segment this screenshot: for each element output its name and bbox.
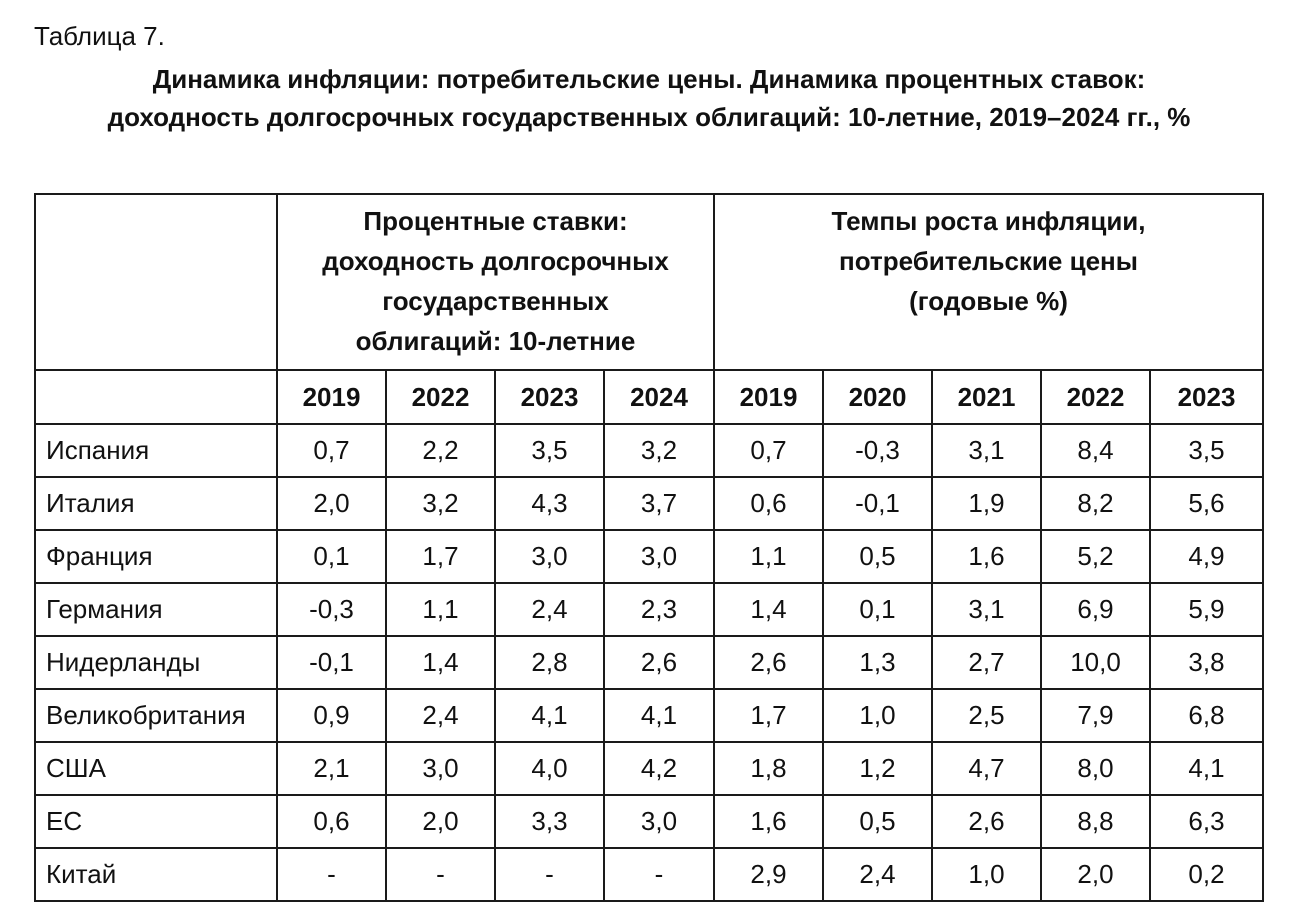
country-cell: Китай [35,848,277,901]
value-cell: 6,8 [1150,689,1263,742]
year-header-cell: 2022 [386,370,495,424]
year-header-cell: 2023 [495,370,604,424]
country-cell: Испания [35,424,277,477]
value-cell: 2,4 [386,689,495,742]
value-cell: -0,1 [277,636,386,689]
group1-line-4: облигаций: 10-летние [355,326,636,356]
value-cell: 2,7 [932,636,1041,689]
year-header-cell: 2022 [1041,370,1150,424]
value-cell: 3,8 [1150,636,1263,689]
group1-line-3: государственных [382,286,609,316]
value-cell: 3,0 [604,795,714,848]
country-cell: Германия [35,583,277,636]
value-cell: 4,7 [932,742,1041,795]
value-cell: -0,1 [823,477,932,530]
empty-corner-cell [35,194,277,370]
value-cell: 0,2 [1150,848,1263,901]
group-header-interest-rates [277,194,714,370]
group1-line-2: доходность долгосрочных [322,246,669,276]
value-cell: 10,0 [1041,636,1150,689]
value-cell: 0,7 [714,424,823,477]
group1-line-1: Процентные ставки: [363,206,628,236]
value-cell: 1,1 [386,583,495,636]
value-cell: - [386,848,495,901]
value-cell: 8,4 [1041,424,1150,477]
value-cell: 1,6 [714,795,823,848]
year-header-cell: 2019 [277,370,386,424]
value-cell: 2,1 [277,742,386,795]
country-cell: ЕС [35,795,277,848]
value-cell: 2,6 [932,795,1041,848]
value-cell: 6,9 [1041,583,1150,636]
value-cell: 3,7 [604,477,714,530]
value-cell: 1,7 [714,689,823,742]
group2-line-1: Темпы роста инфляции, [831,206,1146,236]
value-cell: 4,9 [1150,530,1263,583]
table-title [0,60,1298,136]
value-cell: 8,2 [1041,477,1150,530]
value-cell: 1,3 [823,636,932,689]
year-header-cell: 2020 [823,370,932,424]
value-cell: 3,0 [386,742,495,795]
year-header-cell: 2023 [1150,370,1263,424]
value-cell: 4,1 [495,689,604,742]
value-cell: 0,6 [714,477,823,530]
value-cell: 2,0 [277,477,386,530]
value-cell: 5,6 [1150,477,1263,530]
value-cell: 2,0 [1041,848,1150,901]
table-row [35,424,1263,477]
value-cell: - [277,848,386,901]
value-cell: 1,0 [932,848,1041,901]
value-cell: 5,2 [1041,530,1150,583]
year-header-cell: 2021 [932,370,1041,424]
value-cell: 1,6 [932,530,1041,583]
country-cell: США [35,742,277,795]
value-cell: 3,1 [932,424,1041,477]
value-cell: 3,3 [495,795,604,848]
group-header-row [35,194,1263,370]
country-cell: Нидерланды [35,636,277,689]
empty-year-label-cell [35,370,277,424]
table-row [35,530,1263,583]
value-cell: 1,4 [714,583,823,636]
value-cell: 0,6 [277,795,386,848]
value-cell: 2,5 [932,689,1041,742]
value-cell: 4,1 [604,689,714,742]
value-cell: 4,2 [604,742,714,795]
value-cell: 8,8 [1041,795,1150,848]
value-cell: - [495,848,604,901]
value-cell: 0,1 [823,583,932,636]
value-cell: 1,4 [386,636,495,689]
value-cell: 8,0 [1041,742,1150,795]
table-row [35,636,1263,689]
value-cell: 0,1 [277,530,386,583]
value-cell: 1,1 [714,530,823,583]
group2-line-2: потребительские цены [839,246,1138,276]
value-cell: 1,8 [714,742,823,795]
table-row [35,848,1263,901]
value-cell: 0,7 [277,424,386,477]
value-cell: 1,0 [823,689,932,742]
year-header-cell: 2024 [604,370,714,424]
data-table [34,193,1264,902]
table-caption: Таблица 7. [34,21,165,51]
value-cell: - [604,848,714,901]
value-cell: -0,3 [823,424,932,477]
value-cell: 2,0 [386,795,495,848]
value-cell: 1,9 [932,477,1041,530]
table-title-line-2: доходность долгосрочных государственных облигаций: 10-летние, 2019–2024 гг., % [107,102,1191,132]
value-cell: 1,2 [823,742,932,795]
value-cell: 3,2 [386,477,495,530]
table-row [35,689,1263,742]
year-header-row [35,370,1263,424]
group-header-inflation [714,194,1263,370]
value-cell: 4,0 [495,742,604,795]
country-cell: Италия [35,477,277,530]
table-title-line-1: Динамика инфляции: потребительские цены. Динамика процентных ставок: [152,64,1146,94]
value-cell: 4,1 [1150,742,1263,795]
value-cell: 7,9 [1041,689,1150,742]
value-cell: 2,9 [714,848,823,901]
value-cell: 1,7 [386,530,495,583]
value-cell: 4,3 [495,477,604,530]
year-header-cell: 2019 [714,370,823,424]
value-cell: 6,3 [1150,795,1263,848]
value-cell: 2,3 [604,583,714,636]
table-row [35,742,1263,795]
value-cell: 3,5 [1150,424,1263,477]
value-cell: 3,2 [604,424,714,477]
value-cell: 3,1 [932,583,1041,636]
country-cell: Франция [35,530,277,583]
value-cell: 2,8 [495,636,604,689]
country-cell: Великобритания [35,689,277,742]
group2-line-3: (годовые %) [909,286,1068,316]
table-row [35,477,1263,530]
value-cell: 0,5 [823,530,932,583]
table-row [35,583,1263,636]
value-cell: 3,0 [604,530,714,583]
value-cell: 3,5 [495,424,604,477]
value-cell: 2,2 [386,424,495,477]
value-cell: 2,6 [714,636,823,689]
table-row [35,795,1263,848]
value-cell: 2,6 [604,636,714,689]
value-cell: 0,9 [277,689,386,742]
value-cell: 2,4 [823,848,932,901]
value-cell: 2,4 [495,583,604,636]
value-cell: 0,5 [823,795,932,848]
value-cell: 3,0 [495,530,604,583]
value-cell: -0,3 [277,583,386,636]
value-cell: 5,9 [1150,583,1263,636]
